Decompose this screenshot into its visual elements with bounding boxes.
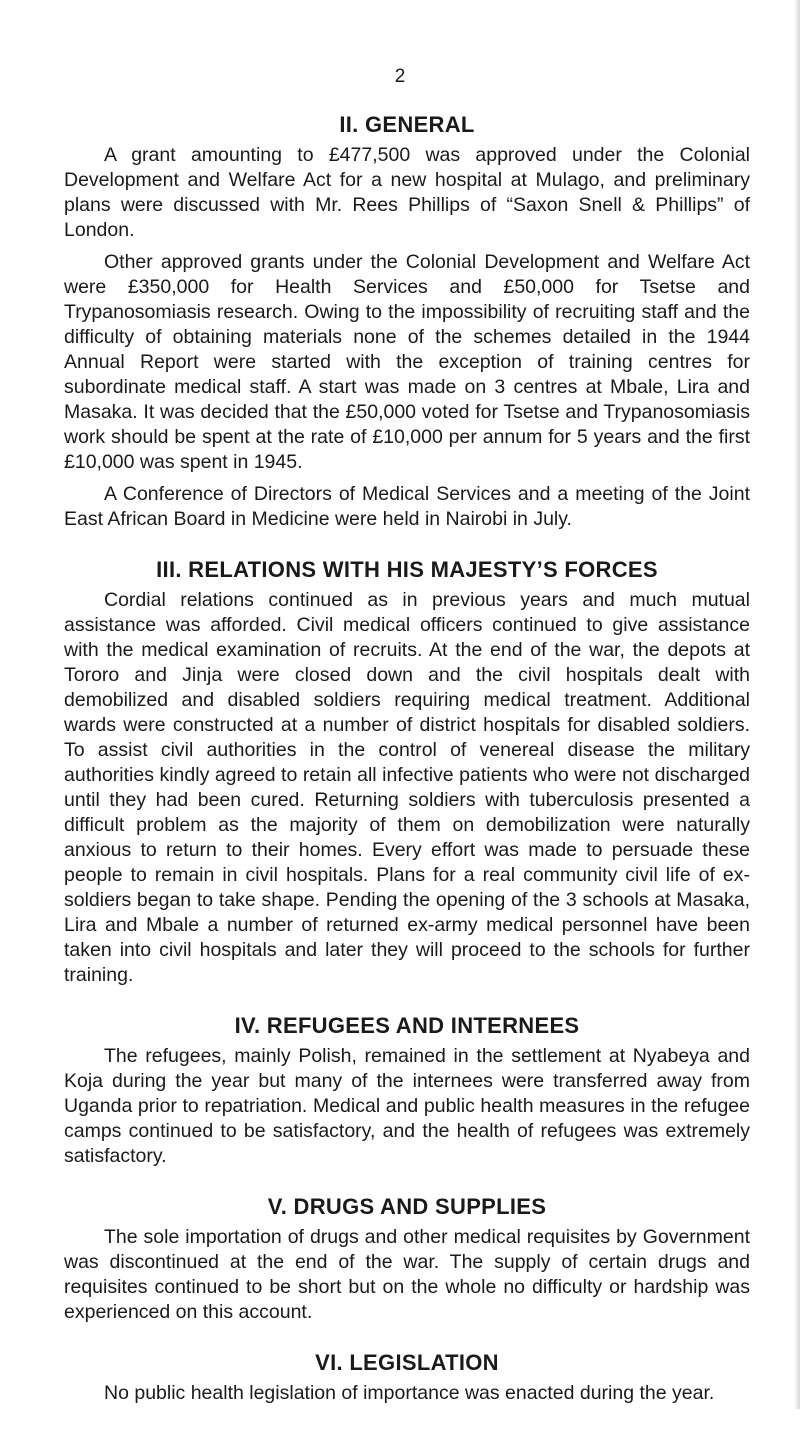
paragraph: No public health legislation of importance was enacted during the year. bbox=[104, 1382, 715, 1404]
paragraph: Other approved grants under the Colonial Development and Welfare Act were £350,000 for Health Services and £50,000 for Tsetse and Trypanosomiasis research. Owing to the impossibility of recruiting staff and the difficulty of obtaining materials none of the schemes detailed in the 1944 Annual Report were started with the exception of training centres for subordinate medical staff. A start was made on 3 centres at Mbale, Lira and Masaka. It was decided that the £50,000 voted for Tsetse and Trypanosomiasis work should be spent at the rate of £10,000 per annum for 5 years and the first £10,000 was spent in 1945. bbox=[64, 251, 750, 473]
section-heading: II. GENERAL bbox=[339, 112, 475, 137]
page-number: 2 bbox=[394, 66, 406, 87]
paragraph: The refugees, mainly Polish, remained in the settlement at Nyabeya and Koja during the year but many of the internees were transferred away from Uganda prior to repatriation. Medical and public health measures in the refugee camps continued to be satisfactory, and the health of refugees was extremely satisfactory. bbox=[64, 1045, 750, 1167]
scan-edge-shadow bbox=[794, 0, 800, 1409]
section-heading: V. DRUGS AND SUPPLIES bbox=[267, 1194, 547, 1219]
paragraph: Cordial relations continued as in previous years and much mutual assistance was afforded. Civil medical officers continued to give assistance with the medical examination of recruits. At the end of the war, the depots at Tororo and Jinja were closed down and the civil hospitals dealt with demobilized and disabled soldiers requiring medical treatment. Additional wards were constructed at a number of district hospitals for disabled soldiers. To assist civil authorities in the control of venereal disease the military authorities kindly agreed to retain all infective patients who were not discharged until they had been cured. Returning soldiers with tuberculosis presented a difficult problem as the majority of them on demobilization were naturally anxious to return to their homes. Every effort was made to persuade these people to remain in civil hospitals. Plans for a real community civil life of ex-soldiers began to take shape. Pending the opening of the 3 schools at Masaka, Lira and Mbale a number of returned ex-army medical personnel have been taken into civil hospitals and later they will proceed to the schools for further training. bbox=[64, 589, 750, 986]
section-heading: III. RELATIONS WITH HIS MAJESTY’S FORCES bbox=[156, 557, 658, 582]
paragraph: A grant amounting to £477,500 was approved under the Colonial Development and Welfare Act for a new hospital at Mulago, and preliminary plans were discussed with Mr. Rees Phillips of “Saxon Snell & Phillips” of London. bbox=[64, 144, 750, 241]
section-heading: IV. REFUGEES AND INTERNEES bbox=[234, 1013, 580, 1038]
section-refugees-internees bbox=[64, 1013, 750, 1169]
section-drugs-supplies bbox=[64, 1194, 750, 1325]
section-relations-forces bbox=[64, 557, 750, 988]
section-general bbox=[64, 112, 750, 532]
paragraph: A Conference of Directors of Medical Services and a meeting of the Joint East African Board in Medicine were held in Nairobi in July. bbox=[64, 483, 750, 530]
paragraph: The sole importation of drugs and other medical requisites by Government was discontinued at the end of the war. The supply of certain drugs and requisites continued to be short but on the whole no difficulty or hardship was experienced on this account. bbox=[64, 1226, 750, 1323]
document-body bbox=[64, 112, 750, 1431]
section-heading: VI. LEGISLATION bbox=[315, 1350, 499, 1375]
section-legislation bbox=[64, 1350, 750, 1406]
